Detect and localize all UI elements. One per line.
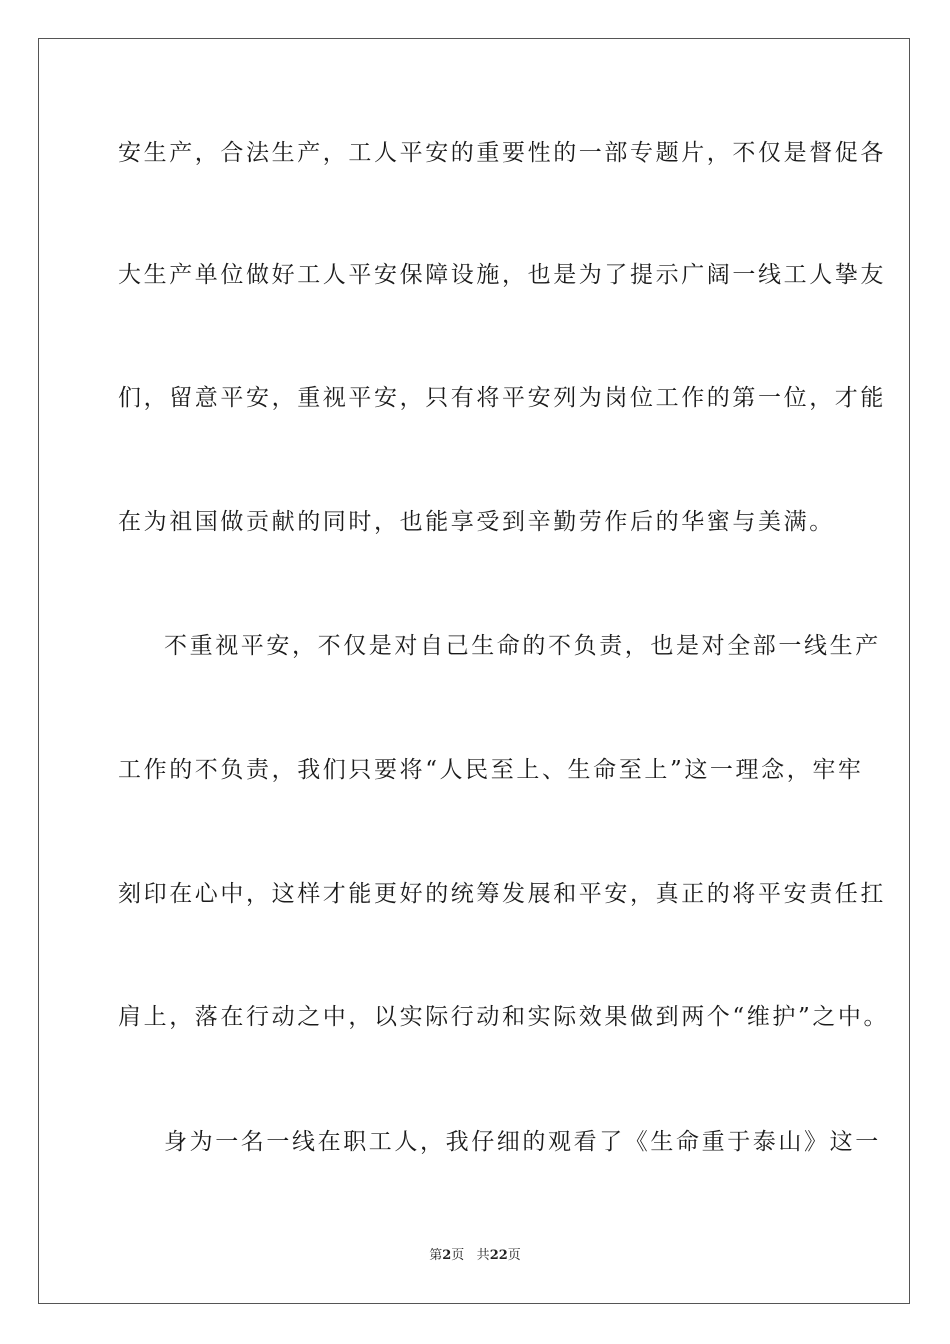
body-line-2: 大生产单位做好工人平安保障设施，也是为了提示广阔一线工人挚友 bbox=[118, 262, 886, 288]
total-suffix: 页 bbox=[507, 1248, 521, 1263]
paragraph-3-line-1: 身为一名一线在职工人，我仔细的观看了《生命重于泰山》这一 bbox=[164, 1129, 881, 1155]
body-line-8: 肩上，落在行动之中，以实际行动和实际效果做到两个“维护”之中。 bbox=[118, 1004, 890, 1030]
body-line-6: 工作的不负责，我们只要将“人民至上、生命至上”这一理念，牢牢 bbox=[118, 757, 864, 783]
body-line-1: 安生产，合法生产，工人平安的重要性的一部专题片，不仅是督促各 bbox=[118, 140, 886, 166]
page-number: 2 bbox=[442, 1248, 452, 1263]
paragraph-2-line-1: 不重视平安，不仅是对自己生命的不负责，也是对全部一线生产 bbox=[164, 633, 881, 659]
page-border bbox=[38, 38, 910, 1304]
body-line-7: 刻印在心中，这样才能更好的统筹发展和平安，真正的将平安责任扛 bbox=[118, 881, 886, 907]
body-line-3: 们，留意平安，重视平安，只有将平安列为岗位工作的第一位，才能 bbox=[118, 385, 886, 411]
page-prefix: 第 bbox=[429, 1248, 443, 1263]
page-suffix: 页 bbox=[451, 1248, 465, 1263]
body-line-4: 在为祖国做贡献的同时，也能享受到辛勤劳作后的华蜜与美满。 bbox=[118, 509, 835, 535]
total-pages: 22 bbox=[489, 1248, 508, 1263]
total-prefix: 共 bbox=[476, 1248, 490, 1263]
page-footer bbox=[0, 1247, 950, 1265]
